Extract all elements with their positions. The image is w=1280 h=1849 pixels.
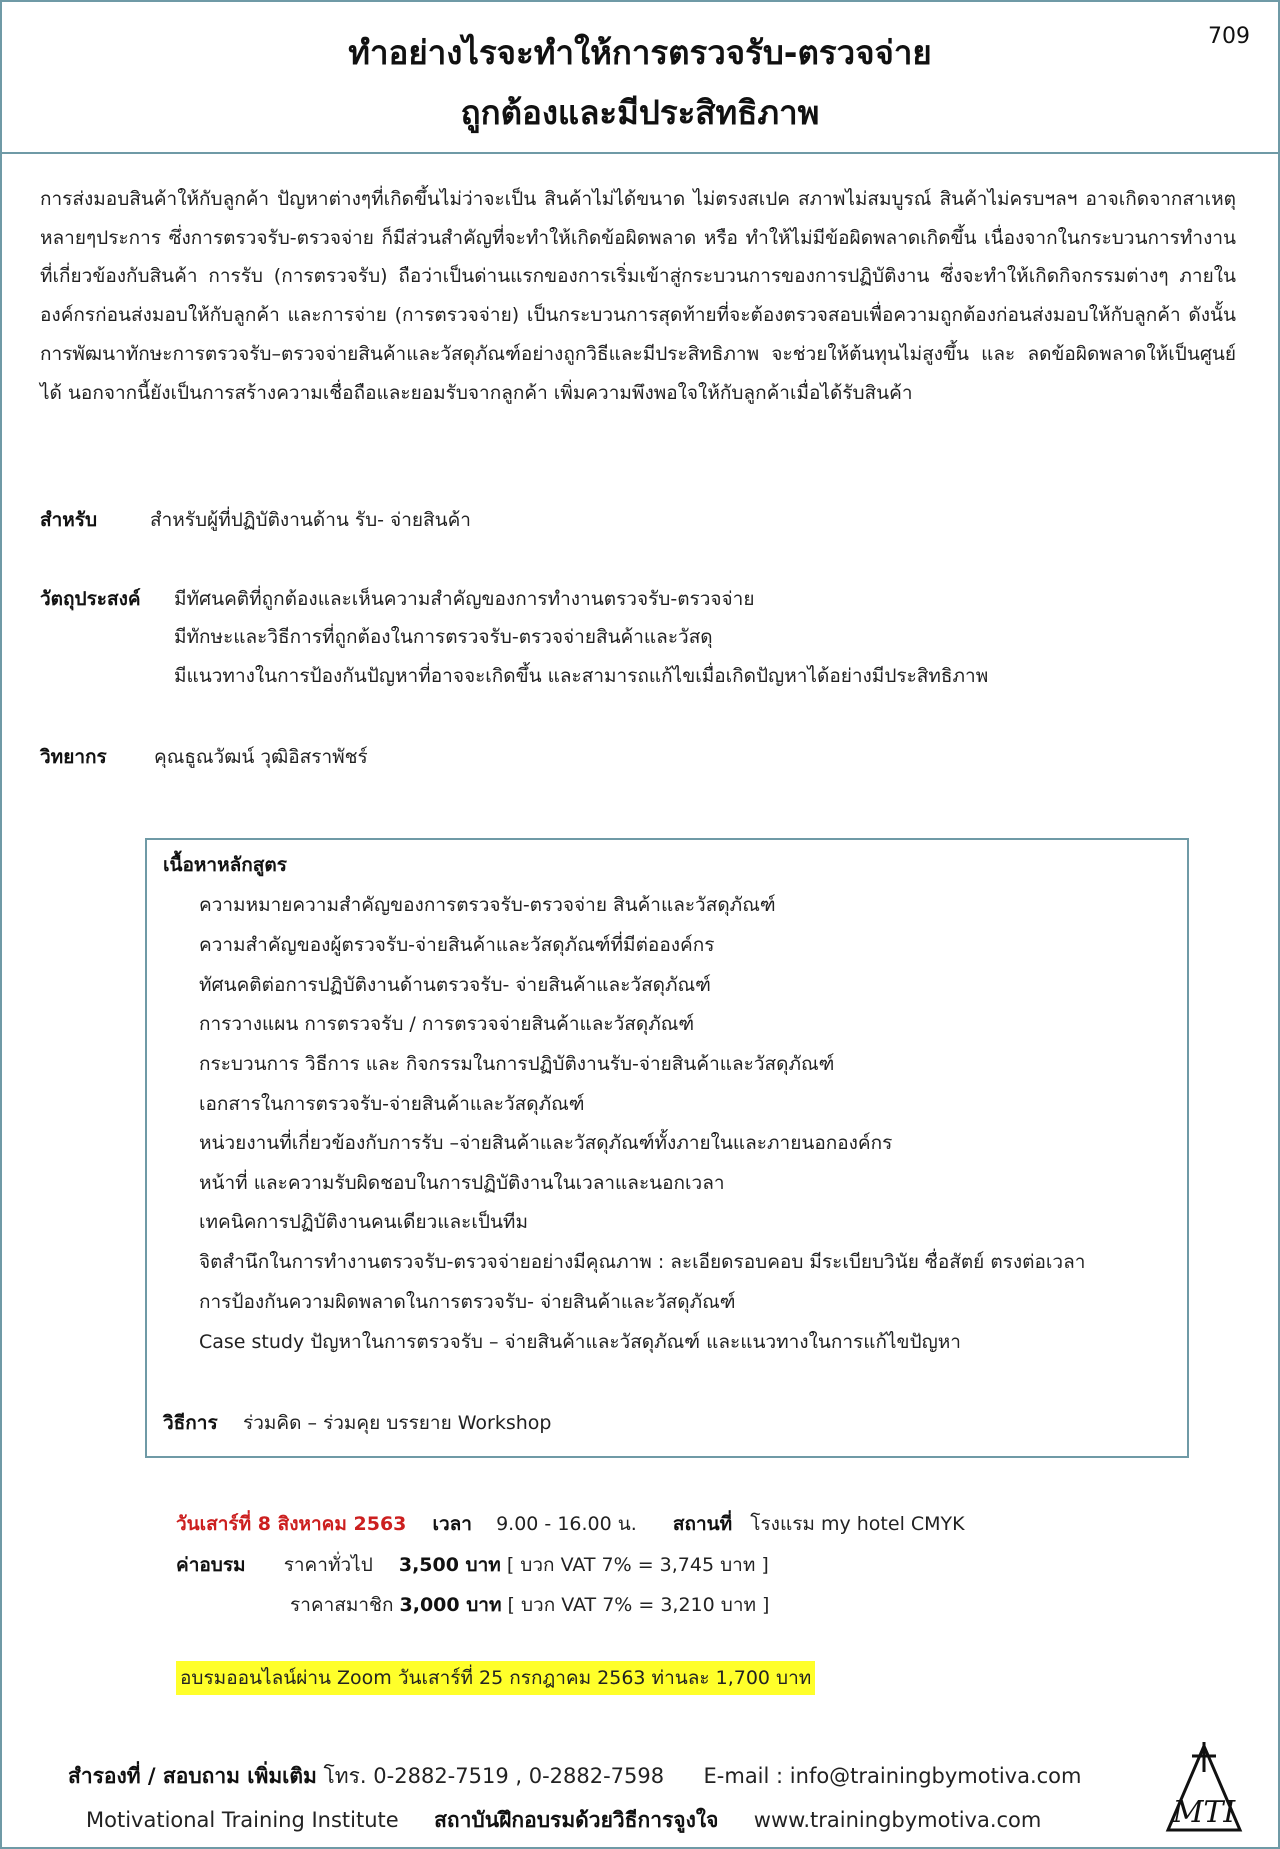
- event-date: วันเสาร์ที่ 8 สิงหาคม 2563: [176, 1513, 407, 1535]
- course-content-item: การป้องกันความผิดพลาดในการตรวจรับ- จ่ายสินค้าและวัสดุภัณฑ์: [199, 1291, 736, 1313]
- event-schedule-row: [176, 1509, 965, 1539]
- organization-row: [86, 1804, 1041, 1837]
- course-content-item: จิตสำนึกในการทำงานตรวจรับ-ตรวจจ่ายอย่างมีคุณภาพ : ละเอียดรอบคอบ มีระเบียบวินัย ซื่อสัตย์ ตรงต่อเวลา: [199, 1251, 1086, 1273]
- fee-label: ค่าอบรม: [176, 1554, 246, 1576]
- mti-triangle-logo-icon: [1164, 1742, 1244, 1834]
- event-venue-value: โรงแรม my hotel CMYK: [750, 1513, 965, 1535]
- for-value: สำหรับผู้ที่ปฏิบัติงานด้าน รับ- จ่ายสินค้า: [150, 509, 471, 531]
- for-label: สำหรับ: [40, 509, 98, 531]
- method-label: วิธีการ: [163, 1412, 218, 1434]
- logo-text: MTI: [1172, 1795, 1236, 1830]
- phone-label: โทร.: [323, 1764, 367, 1788]
- page-title-line-1: ทำอย่างไรจะทำให้การตรวจรับ-ตรวจจ่าย: [348, 33, 932, 72]
- fee-member-label: ราคาสมาชิก: [290, 1594, 394, 1616]
- course-content-item: หน่วยงานที่เกี่ยวข้องกับการรับ –จ่ายสินค้าและวัสดุภัณฑ์ทั้งภายในและภายนอกองค์กร: [199, 1132, 893, 1154]
- course-content-item: หน้าที่ และความรับผิดชอบในการปฏิบัติงานในเวลาและนอกเวลา: [199, 1172, 725, 1194]
- speaker-section: [40, 742, 368, 772]
- objective-item: มีทักษะและวิธีการที่ถูกต้องในการตรวจรับ-ตรวจจ่ายสินค้าและวัสดุ: [174, 626, 713, 648]
- course-content-item: ความสำคัญของผู้ตรวจรับ-จ่ายสินค้าและวัสดุภัณฑ์ที่มีต่อองค์กร: [199, 934, 715, 956]
- for-section: [40, 505, 471, 535]
- objective-item: มีทัศนคติที่ถูกต้องและเห็นความสำคัญของการทำงานตรวจรับ-ตรวจจ่าย: [174, 588, 755, 610]
- objectives-section: [40, 584, 141, 614]
- page-number: 709: [1208, 24, 1250, 49]
- event-time-value: 9.00 - 16.00 น.: [496, 1513, 637, 1535]
- fee-general-row: [176, 1550, 769, 1580]
- contact-row: [68, 1760, 1082, 1793]
- fee-general-price: 3,500 บาท: [398, 1554, 501, 1576]
- event-time-label: เวลา: [432, 1513, 472, 1535]
- intro-paragraph: การส่งมอบสินค้าให้กับลูกค้า ปัญหาต่างๆที่เกิดขึ้นไม่ว่าจะเป็น สินค้าไม่ได้ขนาด ไม่ตรงสเปค สภาพไม่สมบูรณ์ สินค้าไม่ครบฯลฯ อาจเกิดจากสาเหตุหลายๆประการ ซึ่งการตรวจรับ-ตรวจจ่าย ก็มีส่วนสำคัญที่จะทำให้เกิดข้อผิดพลาด หรือ ทำให้ไม่มีข้อผิดพลาดเกิดขึ้น เนื่องจากในกระบวนการทำงานที่เกี่ยวข้องกับสินค้า การรับ (การตรวจรับ) ถือว่าเป็นด่านแรกของการเริ่มเข้าสู่กระบวนการของการปฏิบัติงาน ซึ่งจะทำให้เกิดกิจกรรมต่างๆ ภายในองค์กรก่อนส่งมอบให้กับลูกค้า และการจ่าย (การตรวจจ่าย) เป็นกระบวนการสุดท้ายที่จะต้องตรวจสอบเพื่อความถูกต้องก่อนส่งมอบให้กับลูกค้า ดังนั้นการพัฒนาทักษะการตรวจรับ–ตรวจจ่ายสินค้าและวัสดุภัณฑ์อย่างถูกวิธีและมีประสิทธิภาพ จะช่วยให้ต้นทุนไม่สูงขึ้น และ ลดข้อผิดพลาดให้เป็นศูนย์ได้ นอกจากนี้ยังเป็นการสร้างความเชื่อถือและยอมรับจากลูกค้า เพิ่มความพึงพอใจให้กับลูกค้าเมื่อได้รับสินค้า: [40, 188, 1236, 404]
- fee-general-vat: [ บวก VAT 7% = 3,745 บาท ]: [506, 1554, 769, 1576]
- fee-general-label: ราคาทั่วไป: [283, 1554, 373, 1576]
- course-content-title: เนื้อหาหลักสูตร: [163, 854, 287, 876]
- course-content-item: ทัศนคติต่อการปฏิบัติงานด้านตรวจรับ- จ่ายสินค้าและวัสดุภัณฑ์: [199, 974, 711, 996]
- email-label: E-mail :: [703, 1764, 784, 1788]
- website-link[interactable]: www.trainingbymotiva.com: [753, 1808, 1042, 1832]
- online-training-note: อบรมออนไลน์ผ่าน Zoom วันเสาร์ที่ 25 กรกฎาคม 2563 ท่านละ 1,700 บาท: [176, 1661, 815, 1695]
- course-content-item: เทคนิคการปฏิบัติงานคนเดียวและเป็นทีม: [199, 1211, 528, 1233]
- page-title-line-2: ถูกต้องและมีประสิทธิภาพ: [460, 93, 820, 132]
- email-link[interactable]: info@trainingbymotiva.com: [789, 1764, 1082, 1788]
- speaker-value: คุณธูณวัฒน์ วุฒิอิสราพัชร์: [154, 746, 368, 768]
- phone-numbers: 0-2882-7519 , 0-2882-7598: [373, 1764, 665, 1788]
- fee-member-vat: [ บวก VAT 7% = 3,210 บาท ]: [507, 1594, 770, 1616]
- speaker-label: วิทยากร: [40, 746, 107, 768]
- course-content-item: การวางแผน การตรวจรับ / การตรวจจ่ายสินค้าและวัสดุภัณฑ์: [199, 1013, 695, 1035]
- fee-member-price: 3,000 บาท: [399, 1594, 502, 1616]
- fee-member-row: [290, 1590, 769, 1620]
- course-content-item: กระบวนการ วิธีการ และ กิจกรรมในการปฏิบัติงานรับ-จ่ายสินค้าและวัสดุภัณฑ์: [199, 1053, 835, 1075]
- course-content-item: เอกสารในการตรวจรับ-จ่ายสินค้าและวัสดุภัณฑ์: [199, 1093, 585, 1115]
- objectives-label: วัตถุประสงค์: [40, 588, 141, 610]
- objective-item: มีแนวทางในการป้องกันปัญหาที่อาจจะเกิดขึ้น และสามารถแก้ไขเมื่อเกิดปัญหาได้อย่างมีประสิทธิภาพ: [174, 665, 989, 687]
- page-header: [2, 2, 1278, 154]
- org-name-th: สถาบันฝึกอบรมด้วยวิธีการจูงใจ: [434, 1808, 719, 1832]
- course-content-box: [145, 838, 1189, 1458]
- org-name-en: Motivational Training Institute: [86, 1808, 399, 1832]
- method-value: ร่วมคิด – ร่วมคุย บรรยาย Workshop: [243, 1412, 552, 1434]
- course-content-item: ความหมายความสำคัญของการตรวจรับ-ตรวจจ่าย สินค้าและวัสดุภัณฑ์: [199, 894, 776, 916]
- reserve-label: สำรองที่ / สอบถาม เพิ่มเติม: [68, 1764, 317, 1788]
- course-content-item: Case study ปัญหาในการตรวจรับ – จ่ายสินค้าและวัสดุภัณฑ์ และแนวทางในการแก้ไขปัญหา: [199, 1331, 961, 1353]
- event-venue-label: สถานที่: [672, 1513, 733, 1535]
